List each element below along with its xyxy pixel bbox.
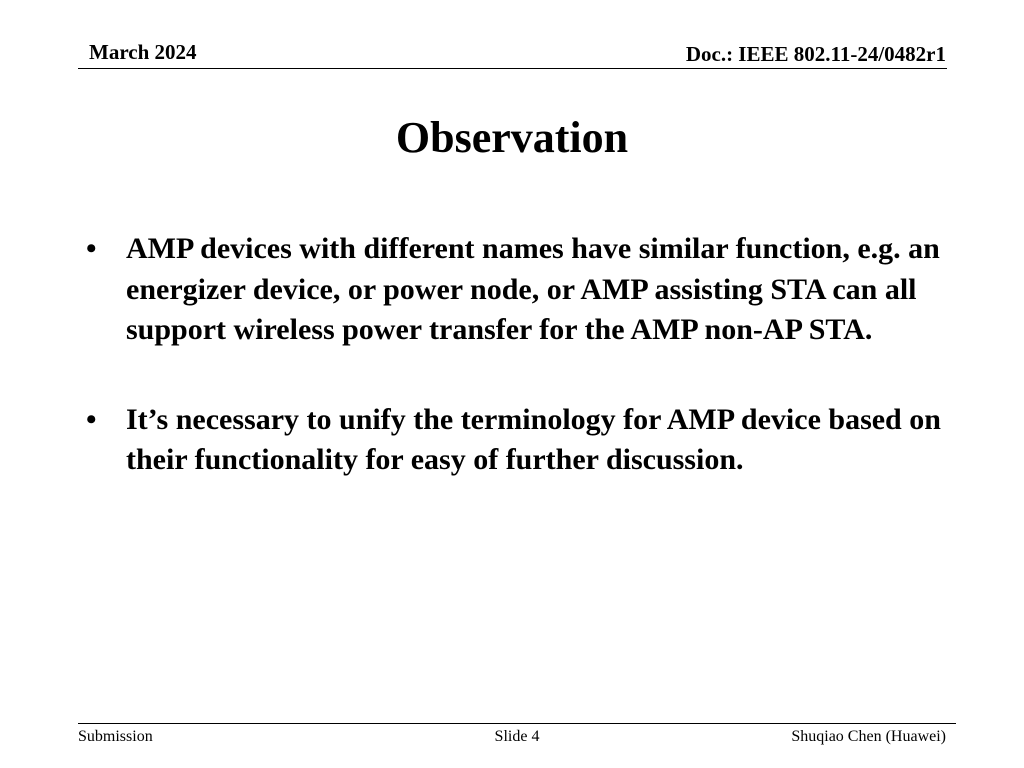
footer-submission: Submission (78, 728, 153, 745)
footer-author: Shuqiao Chen (Huawei) (791, 728, 946, 745)
footer-divider (78, 723, 956, 724)
header-divider (78, 68, 947, 69)
header-date: March 2024 (89, 40, 197, 64)
bullet-text: AMP devices with different names have similar function, e.g. an energizer device, or power node, or AMP assisting STA can all support wireless power transfer for the AMP non-AP STA. (126, 232, 940, 346)
slide-title: Observation (395, 113, 629, 162)
bullet-item (86, 400, 946, 481)
bullet-item (86, 229, 946, 351)
bullet-marker: • (86, 232, 97, 265)
footer-slide-number: Slide 4 (494, 728, 540, 745)
bullet-text: It’s necessary to unify the terminology for AMP device based on their functionality for easy of further discussion. (126, 402, 941, 476)
bullet-list (86, 229, 946, 530)
header-doc-id: Doc.: IEEE 802.11-24/0482r1 (685, 42, 946, 66)
bullet-marker: • (86, 402, 97, 436)
